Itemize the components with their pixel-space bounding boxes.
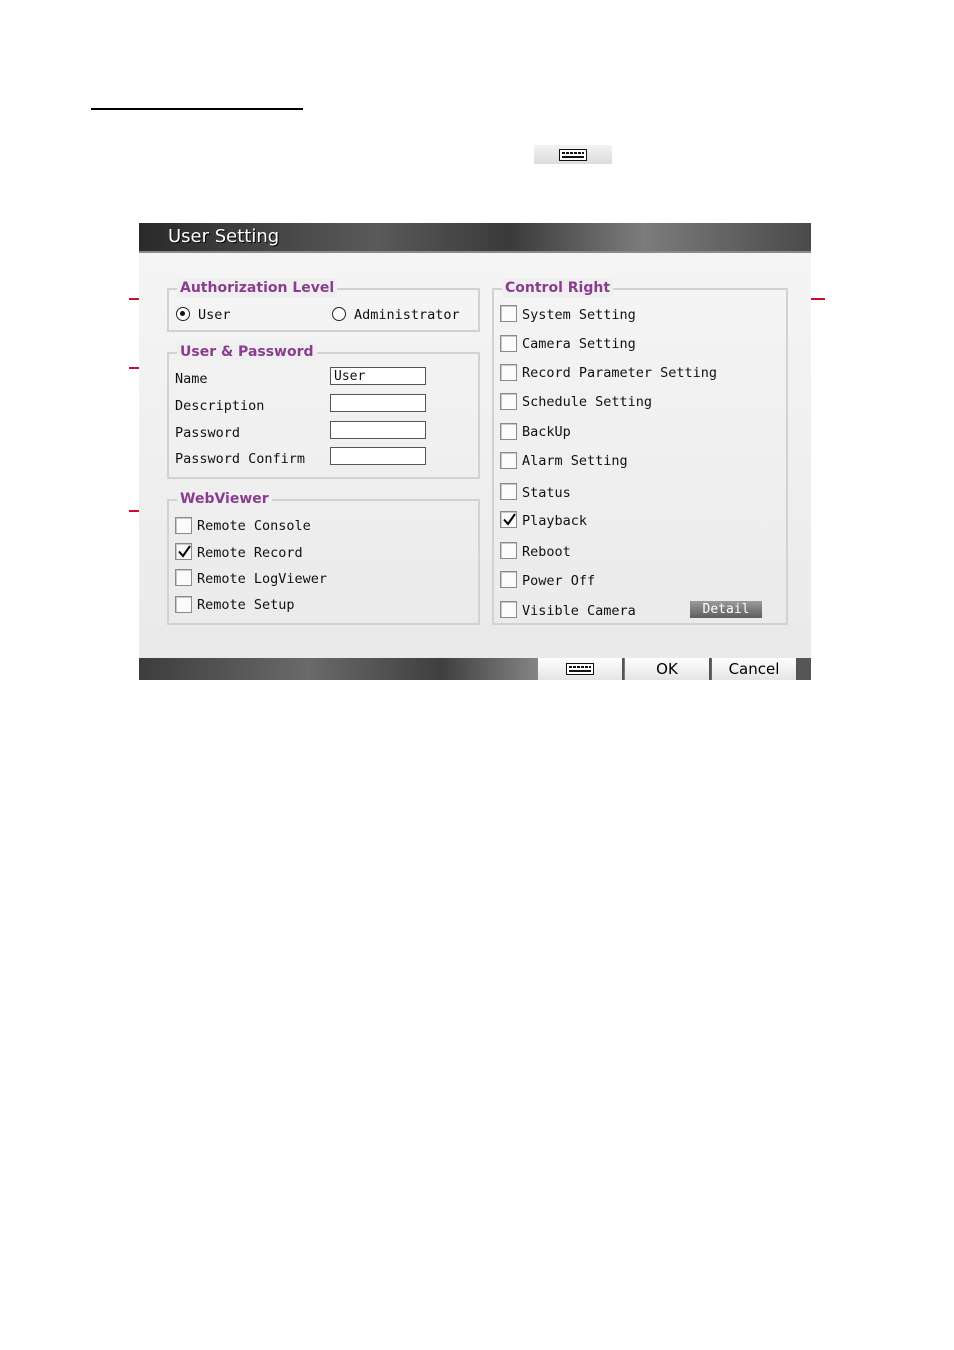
backup-label: BackUp (522, 424, 571, 440)
status-label: Status (522, 485, 571, 501)
checkbox-backup[interactable] (500, 423, 517, 440)
ok-button[interactable]: OK (625, 658, 711, 680)
checkbox-playback[interactable] (500, 511, 517, 528)
radio-user[interactable] (176, 307, 190, 321)
checkbox-remote-logviewer[interactable] (175, 569, 192, 586)
keyboard-icon (566, 663, 594, 675)
remote-logviewer-label: Remote LogViewer (197, 571, 328, 587)
reboot-label: Reboot (522, 544, 571, 560)
checkbox-camera-setting[interactable] (500, 335, 517, 352)
checkbox-remote-record[interactable] (175, 543, 192, 560)
schedule-setting-label: Schedule Setting (522, 394, 653, 410)
password-field[interactable] (330, 421, 426, 439)
user-password-legend: User & Password (177, 343, 317, 361)
password-confirm-field[interactable] (330, 447, 426, 465)
keyboard-icon (559, 149, 587, 161)
checkbox-system-setting[interactable] (500, 305, 517, 322)
system-setting-label: System Setting (522, 307, 636, 323)
dialog-title: User Setting (168, 226, 280, 247)
record-parameter-setting-label: Record Parameter Setting (522, 365, 718, 381)
visible-camera-label: Visible Camera (522, 603, 636, 619)
password-confirm-label: Password Confirm (175, 451, 306, 467)
camera-setting-label: Camera Setting (522, 336, 636, 352)
alarm-setting-label: Alarm Setting (522, 453, 628, 469)
dialog-footer (139, 658, 811, 680)
description-label: Description (175, 398, 265, 414)
name-label: Name (175, 371, 208, 387)
check-icon (502, 512, 517, 527)
remote-console-label: Remote Console (197, 518, 311, 534)
description-field[interactable] (330, 394, 426, 412)
radio-administrator[interactable] (332, 307, 346, 321)
password-label: Password (175, 425, 241, 441)
name-field[interactable] (330, 367, 426, 385)
cancel-button[interactable]: Cancel (712, 658, 798, 680)
check-icon (177, 544, 192, 559)
radio-user-label: User (198, 307, 231, 323)
heading-underline (91, 108, 303, 110)
keyboard-icon-sample (534, 145, 612, 164)
user-setting-dialog (139, 223, 811, 680)
checkbox-record-parameter-setting[interactable] (500, 364, 517, 381)
keyboard-button[interactable] (538, 658, 624, 680)
power-off-label: Power Off (522, 573, 596, 589)
dialog-titlebar (139, 223, 811, 253)
webviewer-legend: WebViewer (177, 490, 272, 508)
checkbox-remote-console[interactable] (175, 517, 192, 534)
checkbox-reboot[interactable] (500, 542, 517, 559)
checkbox-status[interactable] (500, 483, 517, 500)
control-right-legend: Control Right (502, 279, 613, 297)
checkbox-power-off[interactable] (500, 571, 517, 588)
remote-record-label: Remote Record (197, 545, 303, 561)
playback-label: Playback (522, 513, 588, 529)
checkbox-alarm-setting[interactable] (500, 452, 517, 469)
authorization-level-legend: Authorization Level (177, 279, 337, 297)
radio-administrator-label: Administrator (354, 307, 460, 323)
checkbox-schedule-setting[interactable] (500, 393, 517, 410)
remote-setup-label: Remote Setup (197, 597, 295, 613)
detail-button[interactable]: Detail (690, 601, 762, 618)
checkbox-visible-camera[interactable] (500, 601, 517, 618)
checkbox-remote-setup[interactable] (175, 596, 192, 613)
